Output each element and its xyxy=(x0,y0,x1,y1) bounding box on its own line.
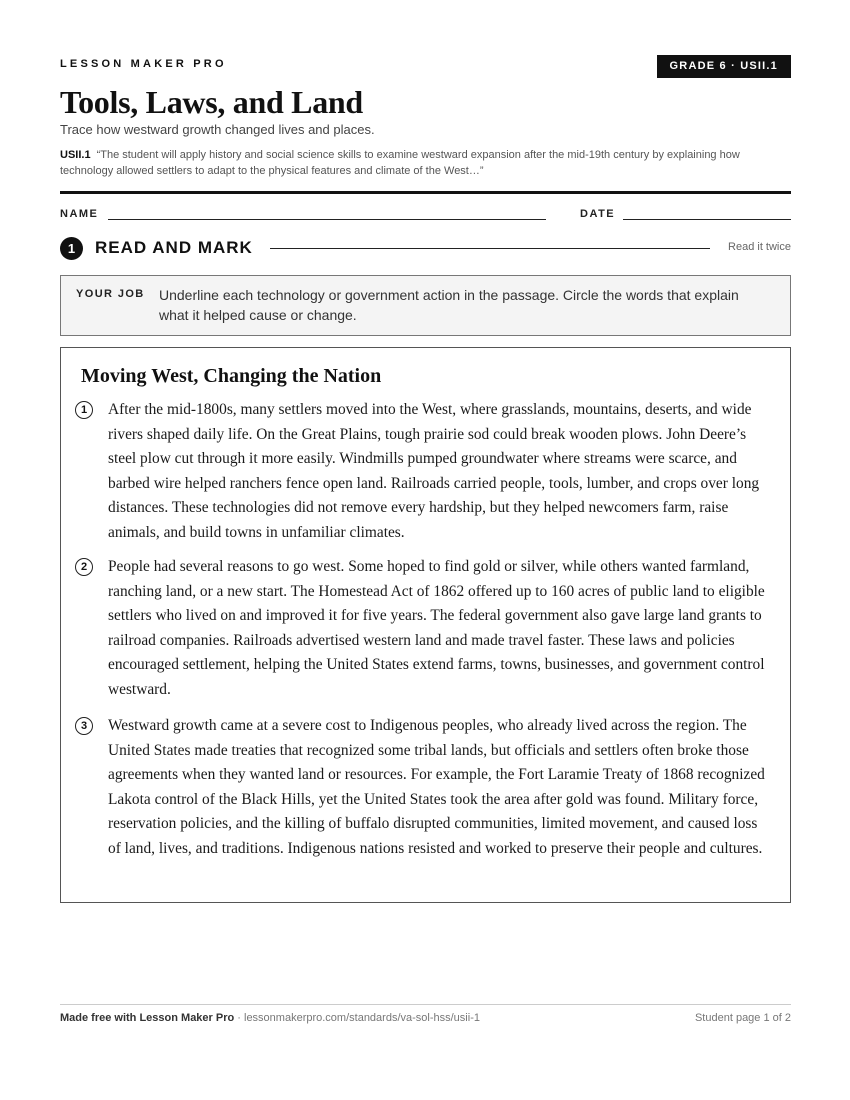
footer-url[interactable]: · lessonmakerpro.com/standards/va-sol-hss/usii-1 xyxy=(234,1012,480,1024)
section-number-badge: 1 xyxy=(60,237,83,260)
grade-badge: GRADE 6 · USII.1 xyxy=(657,55,791,78)
header-bar xyxy=(60,55,791,79)
section-note: Read it twice xyxy=(728,241,791,253)
page-title: Tools, Laws, and Land xyxy=(60,84,363,120)
brand-name: LESSON MAKER PRO xyxy=(60,58,227,70)
footer-credit: Made free with Lesson Maker Pro xyxy=(60,1012,235,1024)
page-footer xyxy=(60,1012,791,1024)
page-number: Student page 1 of 2 xyxy=(694,1012,791,1024)
section-header xyxy=(60,236,791,260)
section-rule xyxy=(270,248,710,249)
standard-code: USII.1 xyxy=(60,149,91,161)
footer-divider xyxy=(60,1004,791,1005)
name-label: NAME xyxy=(60,208,99,220)
instructions-box xyxy=(60,275,791,336)
standard-text: “The student will apply history and social science skills to examine westward expansion after the mid-19th century by explaining how technology allowed settlers to adapt to the physical features and climate of the West…” xyxy=(60,149,740,177)
paragraph-number: 1 xyxy=(75,401,93,419)
paragraph-text: Westward growth came at a severe cost to Indigenous peoples, who already lived across the region. The United States made treaties that recognized some tribal lands, but officials and settlers often broke those agreements when they wanted land or resources. For example, the Fort Laramie Treaty of 1868 recognized Lakota control of the Black Hills, yet the United States took the area after gold was found. Military force, reservation policies, and the killing of buffalo disrupted communities, limited movement, and caused loss of land, lives, and traditions. Indigenous nations resisted and worked to preserve their people and cultures. xyxy=(108,717,765,857)
date-label: DATE xyxy=(580,208,616,220)
worksheet-page xyxy=(60,0,791,1100)
paragraph-text: After the mid-1800s, many settlers moved into the West, where grasslands, mountains, deserts, and wide rivers shaped daily life. On the Great Plains, tough prairie sod could break wooden plows. John Deere’s steel plow cut through it more easily. Windmills pumped groundwater where streams were scarce, and barbed wire helped ranchers fence open land. Railroads carried people, tools, lumber, and crops over long distances. These technologies did not remove every hardship, but they helped newcomers farm, raise animals, and build towns in unfamiliar climates. xyxy=(108,401,760,541)
section-title: READ AND MARK xyxy=(95,238,253,257)
name-date-row xyxy=(60,207,791,223)
instructions-text: Underline each technology or government action in the passage. Circle the words that explain what it helped cause or change. xyxy=(159,287,739,323)
reading-passage xyxy=(60,347,791,903)
date-field[interactable] xyxy=(623,219,791,220)
standard-statement xyxy=(60,147,791,179)
page-subtitle: Trace how westward growth changed lives and places. xyxy=(60,122,375,137)
passage-title: Moving West, Changing the Nation xyxy=(81,365,382,387)
instructions-label: YOUR JOB xyxy=(76,288,145,300)
header-divider xyxy=(60,191,791,194)
name-field[interactable] xyxy=(108,219,546,220)
paragraph-number: 3 xyxy=(75,717,93,735)
paragraph-number: 2 xyxy=(75,558,93,576)
paragraph-text: People had several reasons to go west. Some hoped to find gold or silver, while others wanted farmland, ranching land, or a new start. The Homestead Act of 1862 offered up to 160 acres of public land to eligible settlers who lived on and improved it for five years. The federal government also gave large land grants to railroad companies. Railroads advertised western land and made travel faster. These laws and policies encouraged settlement, helping the United States extend farms, towns, businesses, and government control westward. xyxy=(108,558,765,698)
